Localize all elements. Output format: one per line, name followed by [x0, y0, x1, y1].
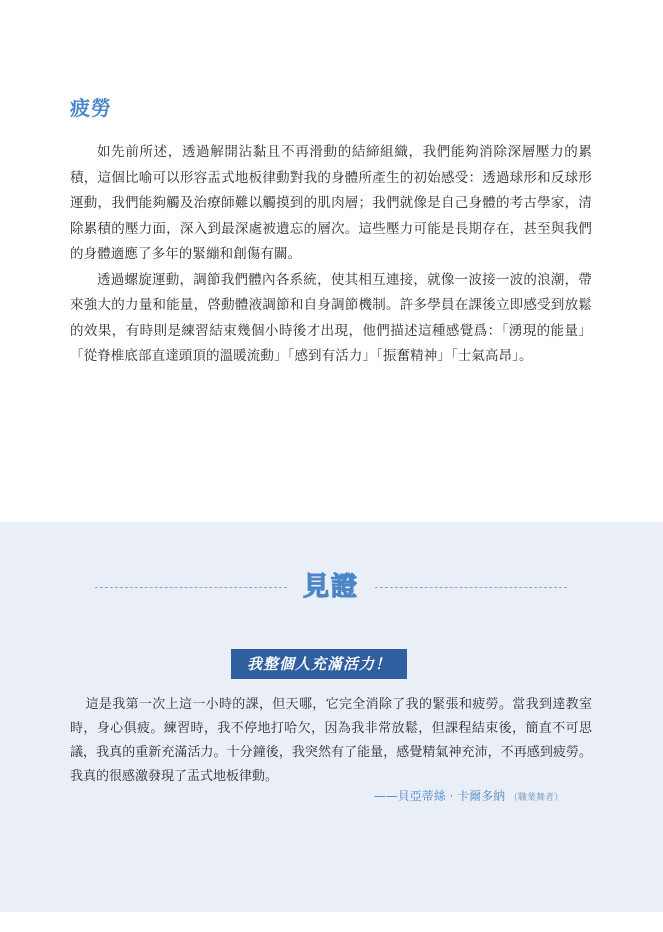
dashed-divider-right [375, 587, 567, 588]
testimony-author-role: （職業舞者） [508, 793, 563, 803]
testimony-panel [0, 522, 663, 912]
testimony-heading: 見證 [302, 572, 360, 602]
body-paragraph: 如先前所述，透過解開沾黏且不再滑動的結締組織，我們能夠消除深層壓力的累積，這個比喻可以形容盂式地板律動對我的身體所產生的初始感受：透過球形和反球形運動，我們能夠觸及治療師難以觸摸到的肌肉層；我們就像是自己身體的考古學家，清除累積的壓力面，深入到最深處被遺忘的層次。這些壓力可能是長期存在，甚至與我們的身體適應了多年的緊繃和創傷有關。 [70, 144, 592, 262]
dashed-divider-left [95, 587, 287, 588]
testimony-author: ——貝亞蒂絲 · 卡爾多納 [373, 789, 506, 803]
testimony-quote: 這是我第一次上這一小時的課，但天哪，它完全消除了我的緊張和疲勞。當我到達教室時，身心俱疲。練習時，我不停地打哈欠，因為我非常放鬆，但課程結束後，簡直不可思議，我真的重新充滿活力。十分鐘後，我突然有了能量，感覺精氣神充沛，不再感到疲勞。我真的很感激發現了盂式地板律動。 [70, 697, 592, 784]
testimony-heading-row [95, 572, 567, 602]
testimony-banner: 我整個人充滿活力！ [231, 649, 407, 679]
section-title: 疲勞 [70, 96, 112, 120]
body-paragraph: 透過螺旋運動，調節我們體內各系統，使其相互連接，就像一波接一波的浪潮，帶來強大的力量和能量，啓動體液調節和自身調節機制。許多學員在課後立即感受到放鬆的效果，有時則是練習結束幾個小時後才出現，他們描述這種感覺爲：「湧現的能量」「從脊椎底部直達頭頂的溫暖流動」「感到有活力」「振奮精神」「士氣高昂」。 [70, 271, 592, 364]
testimony-attribution [374, 787, 563, 804]
body-text [70, 140, 592, 370]
